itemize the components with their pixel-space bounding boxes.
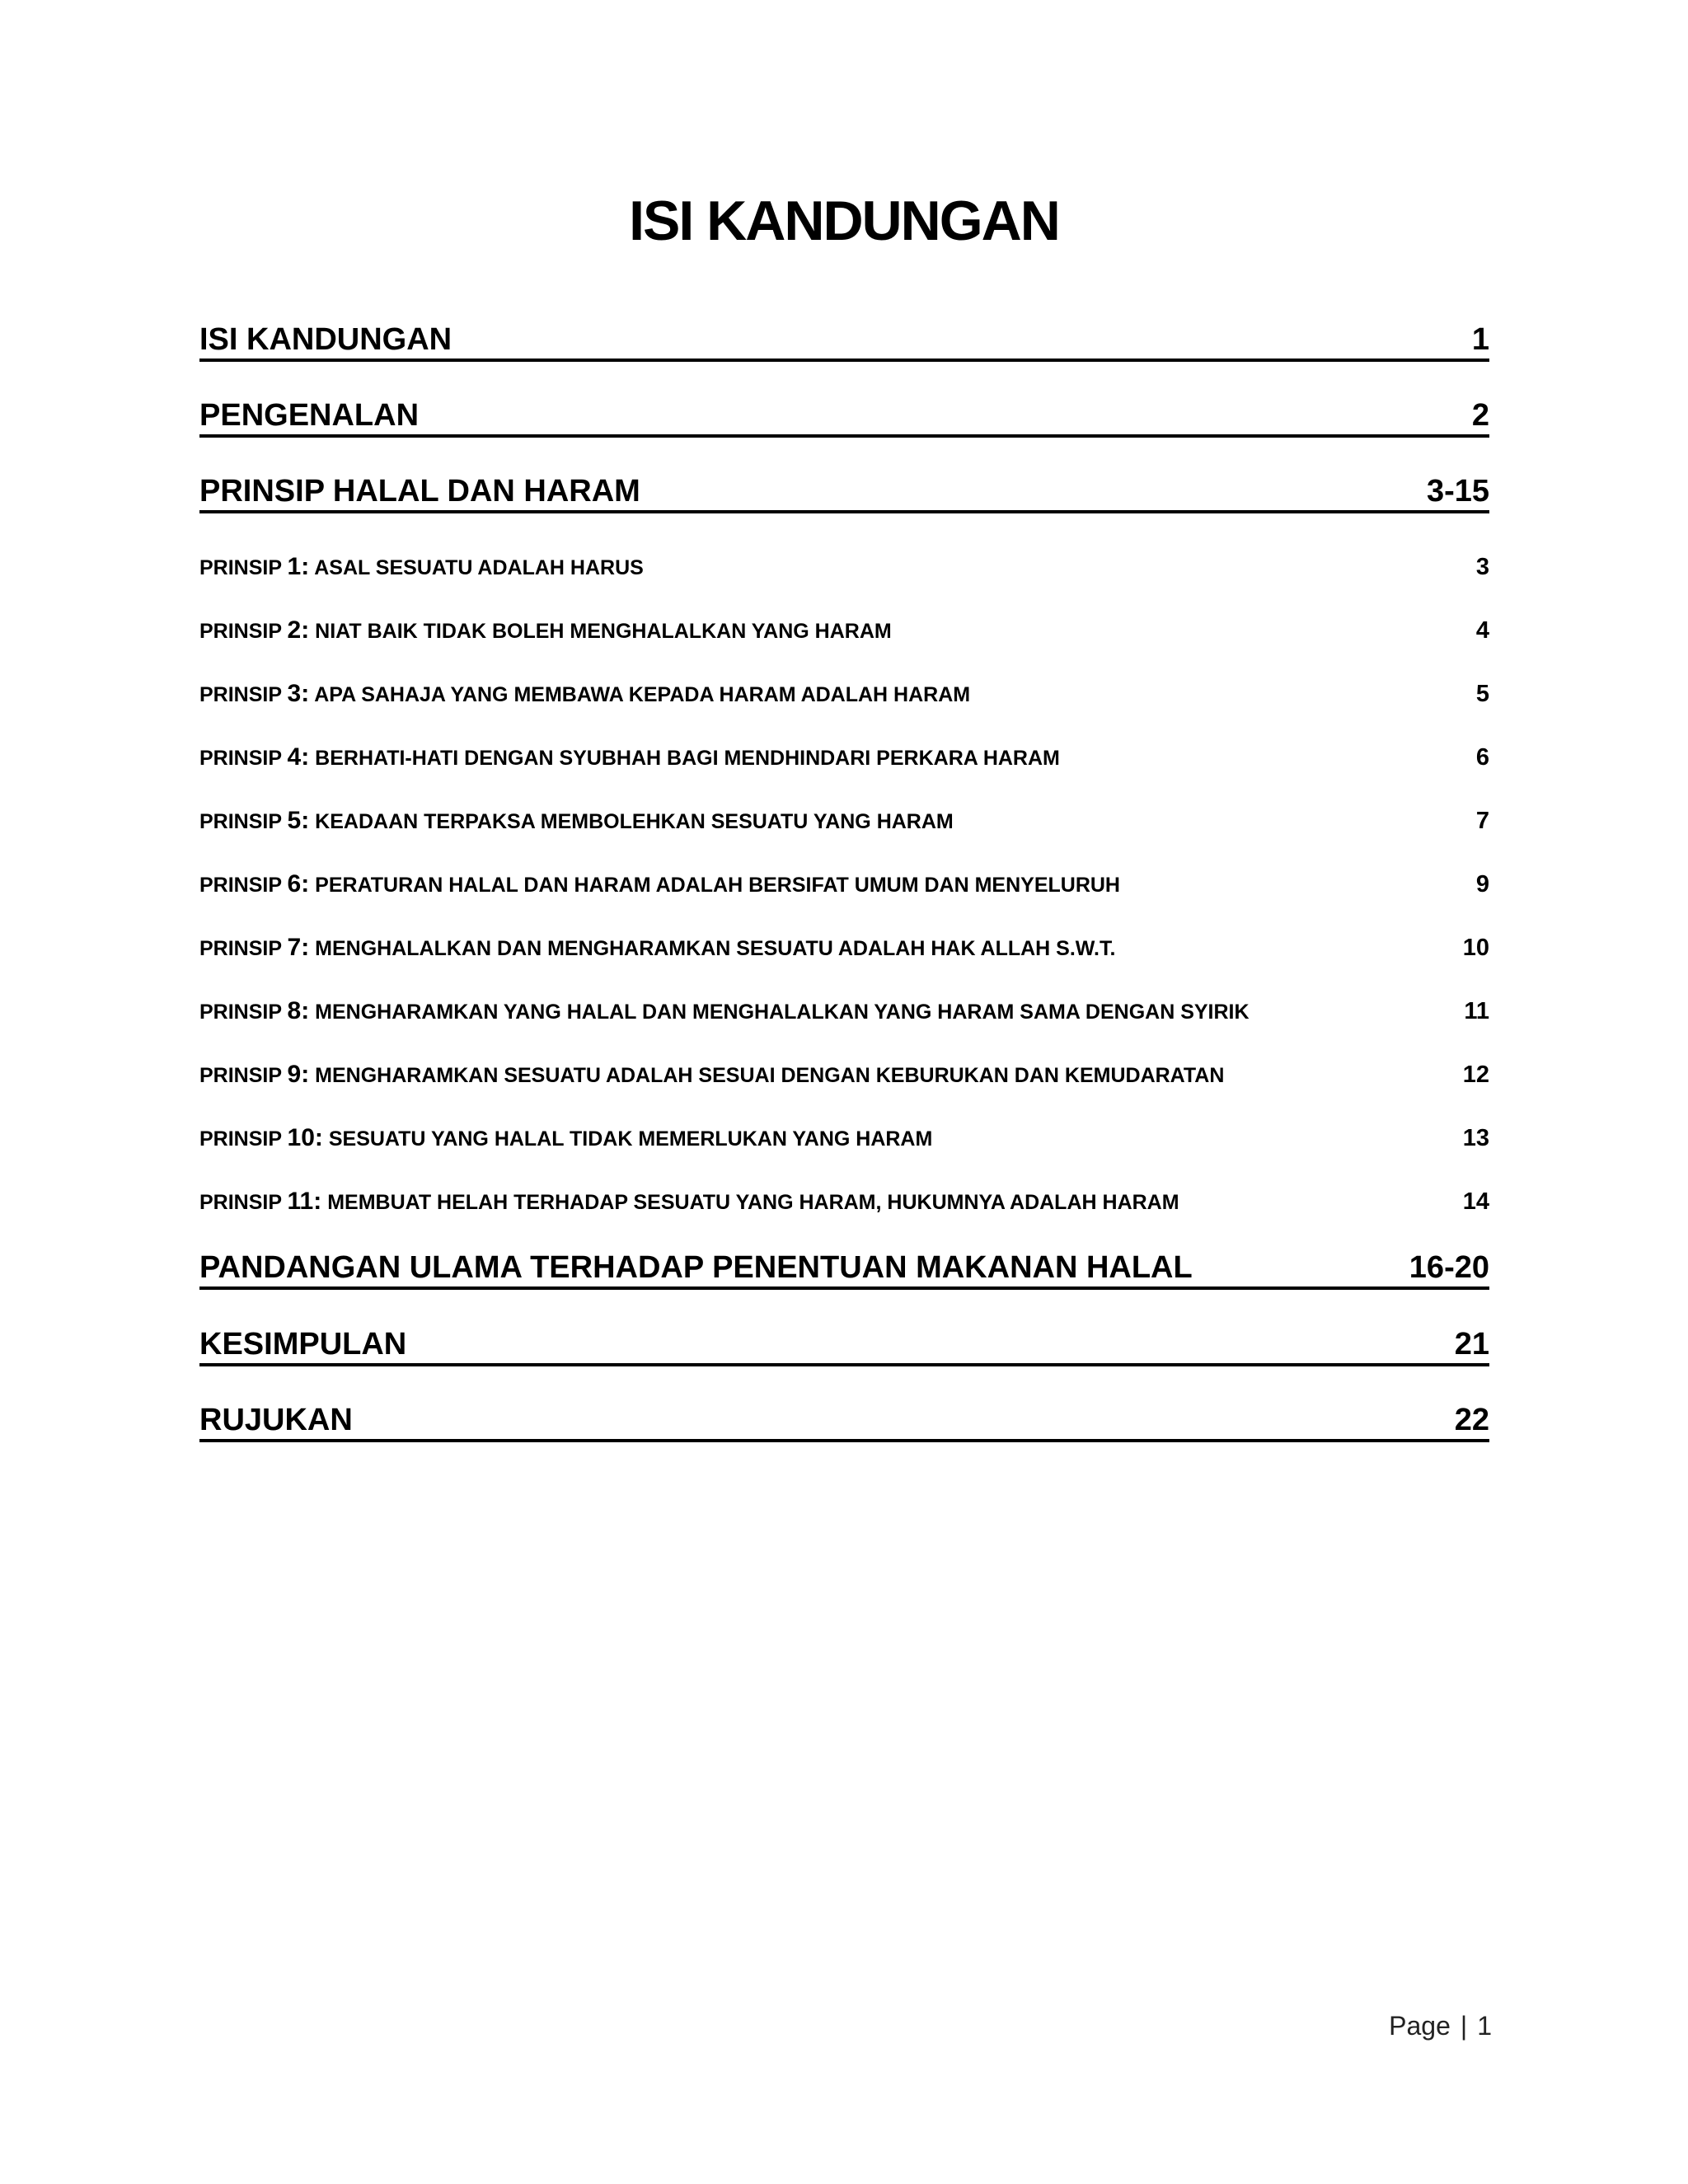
- toc-subentry-prinsip-9[interactable]: [199, 1062, 1489, 1089]
- prinsip-prefix: PRINSIP: [199, 874, 282, 897]
- toc-entry-isi-kandungan[interactable]: [199, 321, 1489, 362]
- prinsip-prefix: PRINSIP: [199, 810, 282, 833]
- prinsip-prefix: PRINSIP: [199, 620, 282, 643]
- toc-subentry-label: [199, 998, 1250, 1025]
- prinsip-text: SESUATU YANG HALAL TIDAK MEMERLUKAN YANG HARAM: [328, 1127, 933, 1151]
- prinsip-text: BERHATI-HATI DENGAN SYUBHAH BAGI MENDHINDARI PERKARA HARAM: [315, 747, 1060, 770]
- page-title: ISI KANDUNGAN: [629, 190, 1059, 252]
- prinsip-number: 3:: [287, 680, 310, 707]
- toc-subentry-label: [199, 871, 1120, 898]
- prinsip-prefix: PRINSIP: [199, 1064, 282, 1087]
- toc-subentry-label: [199, 554, 644, 581]
- toc-subentry-label: [199, 1125, 932, 1152]
- toc-subentry-prinsip-3[interactable]: [199, 681, 1489, 708]
- toc-entry-page: 3-15: [1426, 474, 1489, 509]
- prinsip-number: 1:: [287, 553, 310, 580]
- toc-subentry-page: 7: [1475, 808, 1489, 834]
- toc-entry-label: PANDANGAN ULAMA TERHADAP PENENTUAN MAKANAN HALAL: [199, 1250, 1193, 1285]
- toc-subentry-label: [199, 681, 970, 708]
- toc-subentry-label: [199, 1188, 1179, 1216]
- toc-subentry-prinsip-6[interactable]: [199, 871, 1489, 898]
- toc-subentry-label: [199, 744, 1060, 771]
- toc-subentry-page: 4: [1475, 617, 1489, 644]
- toc-subentry-prinsip-2[interactable]: [199, 617, 1489, 644]
- toc-entry-page: 22: [1454, 1403, 1489, 1437]
- prinsip-number: 5:: [287, 807, 310, 834]
- prinsip-text: APA SAHAJA YANG MEMBAWA KEPADA HARAM ADALAH HARAM: [314, 683, 971, 706]
- toc-subentry-page: 12: [1462, 1062, 1489, 1088]
- toc-entry-label: PRINSIP HALAL DAN HARAM: [199, 474, 640, 509]
- prinsip-prefix: PRINSIP: [199, 747, 282, 770]
- prinsip-prefix: PRINSIP: [199, 683, 282, 706]
- toc-subentry-page: 13: [1462, 1125, 1489, 1151]
- toc-subentry-prinsip-4[interactable]: [199, 744, 1489, 771]
- toc-subentry-prinsip-10[interactable]: [199, 1125, 1489, 1152]
- prinsip-number: 8:: [287, 997, 310, 1024]
- toc-entry-page: 16-20: [1409, 1250, 1489, 1285]
- prinsip-prefix: PRINSIP: [199, 1191, 282, 1214]
- prinsip-number: 4:: [287, 743, 310, 771]
- toc-subentry-page: 10: [1462, 935, 1489, 961]
- prinsip-prefix: PRINSIP: [199, 1127, 282, 1151]
- toc-subentry-label: [199, 617, 892, 644]
- toc-entry-prinsip-halal-dan-haram[interactable]: [199, 472, 1489, 513]
- page-footer: [1389, 2009, 1492, 2042]
- prinsip-prefix: PRINSIP: [199, 937, 282, 960]
- prinsip-text: KEADAAN TERPAKSA MEMBOLEHKAN SESUATU YANG HARAM: [315, 810, 954, 833]
- prinsip-number: 10:: [287, 1124, 323, 1151]
- toc-entry-pengenalan[interactable]: [199, 396, 1489, 438]
- footer-separator: |: [1460, 2011, 1468, 2041]
- toc-subentry-page: 11: [1464, 998, 1489, 1024]
- toc-subentry-page: 5: [1475, 681, 1489, 707]
- prinsip-number: 7:: [287, 934, 310, 961]
- footer-page-number: 1: [1477, 2011, 1492, 2041]
- toc-subentry-page: 14: [1462, 1188, 1489, 1215]
- footer-page-label: Page: [1389, 2011, 1451, 2041]
- prinsip-text: MENGHALALKAN DAN MENGHARAMKAN SESUATU ADALAH HAK ALLAH S.W.T.: [315, 937, 1116, 960]
- toc-subentry-page: 3: [1475, 554, 1489, 580]
- toc-subentry-label: [199, 1062, 1224, 1089]
- prinsip-text: ASAL SESUATU ADALAH HARUS: [314, 556, 644, 579]
- toc-entry-rujukan[interactable]: [199, 1401, 1489, 1442]
- prinsip-prefix: PRINSIP: [199, 1001, 282, 1024]
- toc-subentry-page: 6: [1475, 744, 1489, 771]
- toc-subentry-prinsip-5[interactable]: [199, 808, 1489, 835]
- prinsip-text: MENGHARAMKAN YANG HALAL DAN MENGHALALKAN YANG HARAM SAMA DENGAN SYIRIK: [315, 1001, 1250, 1024]
- prinsip-number: 9:: [287, 1061, 310, 1088]
- toc-entry-label: KESIMPULAN: [199, 1327, 407, 1361]
- toc-entry-page: 1: [1471, 322, 1489, 357]
- prinsip-number: 2:: [287, 616, 310, 644]
- prinsip-text: MEMBUAT HELAH TERHADAP SESUATU YANG HARAM, HUKUMNYA ADALAH HARAM: [327, 1191, 1179, 1214]
- toc-entry-page: 2: [1471, 398, 1489, 433]
- toc-subentry-page: 9: [1475, 871, 1489, 898]
- toc-entry-label: ISI KANDUNGAN: [199, 322, 452, 357]
- toc-entry-label: PENGENALAN: [199, 398, 420, 433]
- toc-entry-kesimpulan[interactable]: [199, 1325, 1489, 1366]
- prinsip-number: 6:: [287, 870, 310, 898]
- toc-subentry-label: [199, 808, 954, 835]
- prinsip-number: 11:: [287, 1188, 322, 1215]
- toc-subentry-label: [199, 935, 1115, 962]
- prinsip-prefix: PRINSIP: [199, 556, 282, 579]
- toc-subentry-prinsip-8[interactable]: [199, 998, 1489, 1025]
- prinsip-text: NIAT BAIK TIDAK BOLEH MENGHALALKAN YANG HARAM: [315, 620, 892, 643]
- toc-subentry-prinsip-1[interactable]: [199, 554, 1489, 581]
- toc-subentry-prinsip-7[interactable]: [199, 935, 1489, 962]
- prinsip-text: PERATURAN HALAL DAN HARAM ADALAH BERSIFAT UMUM DAN MENYELURUH: [315, 874, 1120, 897]
- toc-subentry-prinsip-11[interactable]: [199, 1188, 1489, 1216]
- prinsip-text: MENGHARAMKAN SESUATU ADALAH SESUAI DENGAN KEBURUKAN DAN KEMUDARATAN: [315, 1064, 1225, 1087]
- toc-entry-page: 21: [1454, 1327, 1489, 1361]
- toc-entry-label: RUJUKAN: [199, 1403, 353, 1437]
- toc-entry-pandangan-ulama[interactable]: [199, 1249, 1489, 1290]
